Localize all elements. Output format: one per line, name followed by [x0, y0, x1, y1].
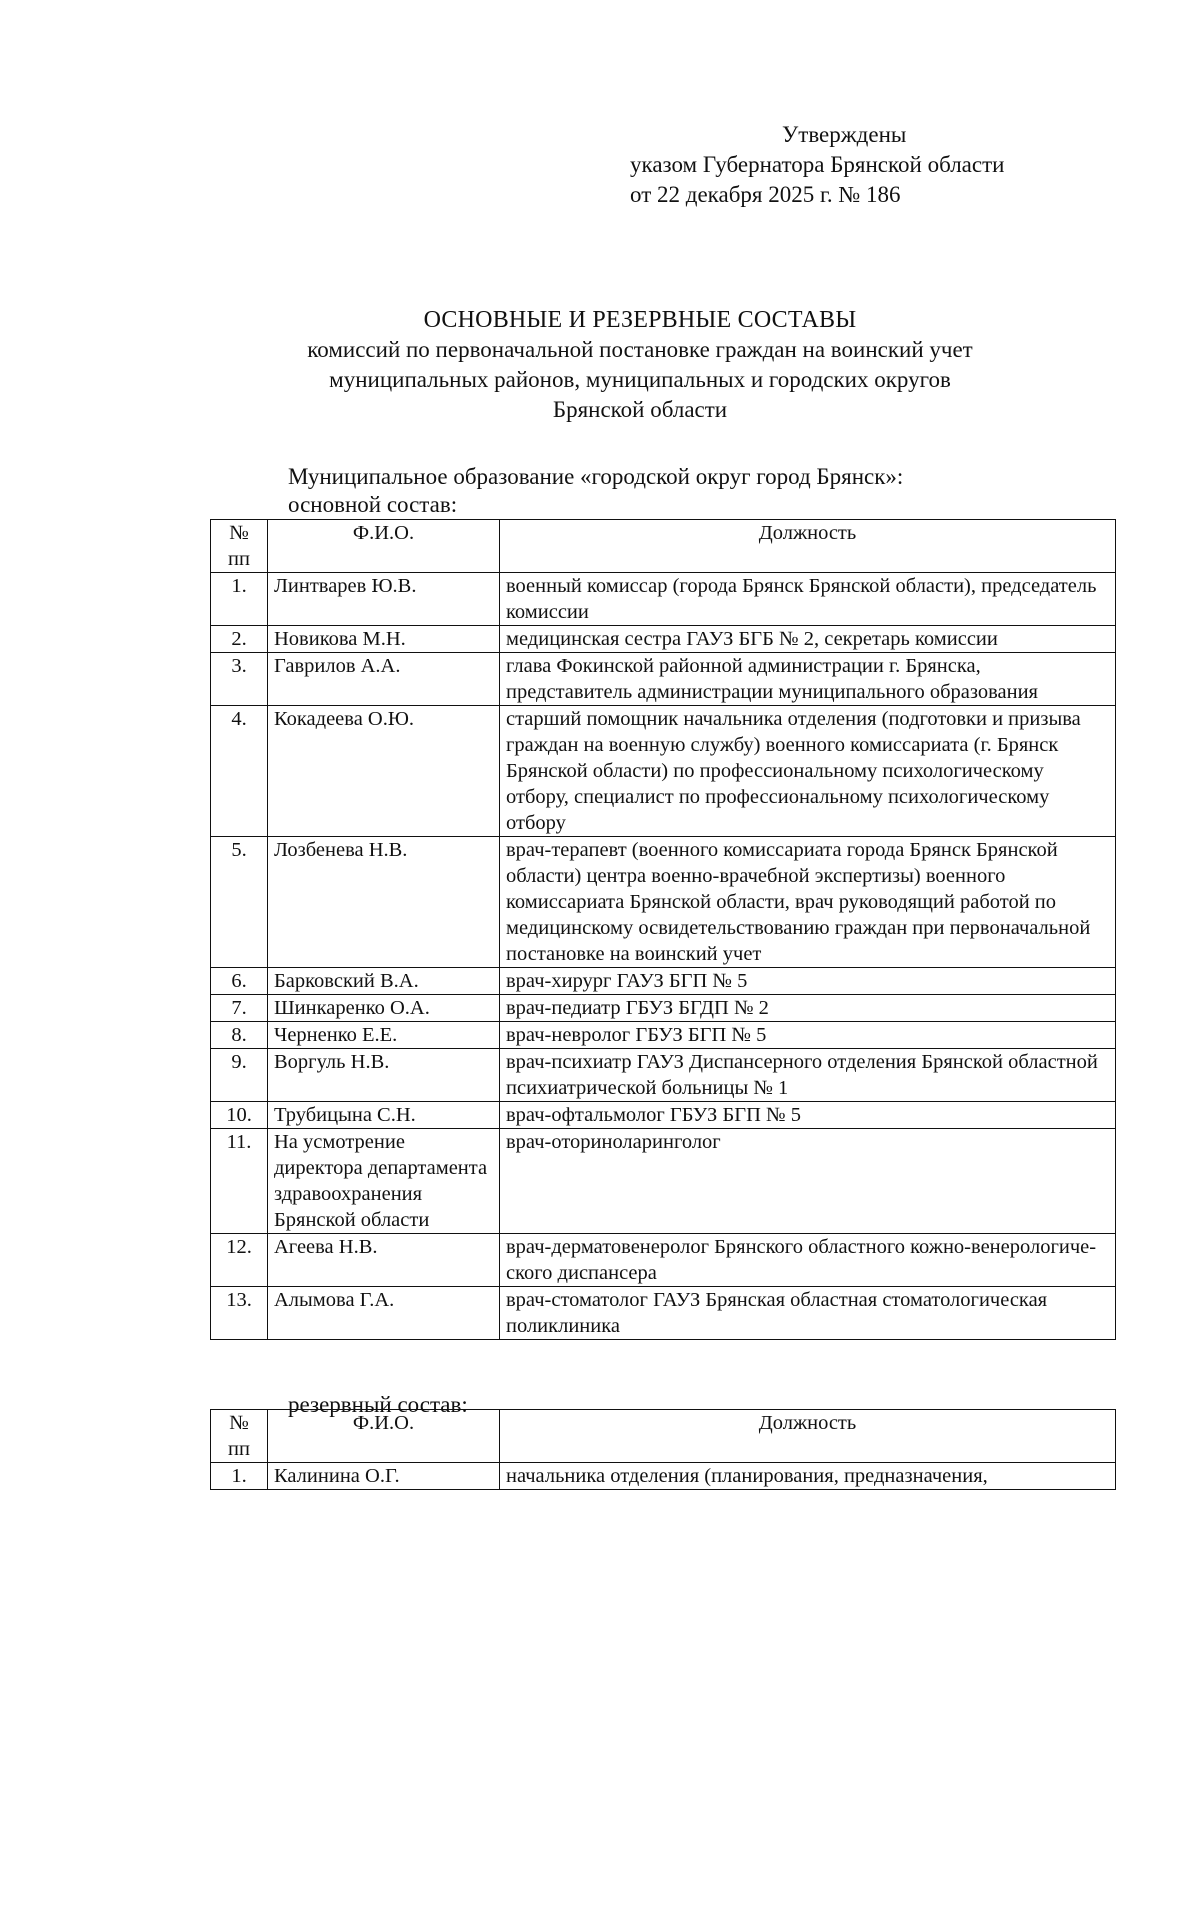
- row-num: 11.: [211, 1129, 268, 1234]
- table-row: [211, 1049, 1116, 1102]
- table-header-row: [211, 520, 1116, 573]
- table-row: [211, 1463, 1116, 1490]
- table-row: [211, 837, 1116, 968]
- row-num: 9.: [211, 1049, 268, 1102]
- table-header-row: [211, 1410, 1116, 1463]
- row-position: врач-стоматолог ГАУЗ Брянская областная стоматологическая поликлиника: [500, 1287, 1116, 1340]
- table-row: [211, 1102, 1116, 1129]
- main-composition-table: [210, 519, 1116, 1340]
- table-row: [211, 653, 1116, 706]
- header-name: Ф.И.О.: [268, 1410, 500, 1463]
- row-position: старший помощник начальника отделения (подготовки и призыва граждан на военную службу) военного комиссариата (г. Брянск Брянской области) по профессиональному психологическому отбору, специалист по профессиональному психологическому отбору: [500, 706, 1116, 837]
- row-name: Гаврилов А.А.: [268, 653, 500, 706]
- header-name: Ф.И.О.: [268, 520, 500, 573]
- row-num: 3.: [211, 653, 268, 706]
- table-row: [211, 1022, 1116, 1049]
- main-composition-label: основной состав:: [288, 492, 458, 517]
- row-name: Калинина О.Г.: [268, 1463, 500, 1490]
- table-row: [211, 1234, 1116, 1287]
- table-row: [211, 706, 1116, 837]
- row-name: Агеева Н.В.: [268, 1234, 500, 1287]
- row-name: На усмотрение директора департамента здравоохранения Брянской области: [268, 1129, 500, 1234]
- row-name: Лозбенева Н.В.: [268, 837, 500, 968]
- table-row: [211, 626, 1116, 653]
- title-line-2: комиссий по первоначальной постановке граждан на воинский учет: [307, 337, 973, 362]
- row-name: Черненко Е.Е.: [268, 1022, 500, 1049]
- row-position: медицинская сестра ГАУЗ БГБ № 2, секретарь комиссии: [500, 626, 1116, 653]
- row-num: 8.: [211, 1022, 268, 1049]
- row-position: врач-офтальмолог ГБУЗ БГП № 5: [500, 1102, 1116, 1129]
- reserve-composition-table: [210, 1409, 1116, 1490]
- approval-stamp: [630, 120, 1004, 210]
- document-title: [200, 305, 1080, 425]
- title-line-3: муниципальных районов, муниципальных и городских округов: [329, 367, 951, 392]
- row-name: Трубицына С.Н.: [268, 1102, 500, 1129]
- row-position: военный комиссар (города Брянск Брянской области), председатель комиссии: [500, 573, 1116, 626]
- row-num: 5.: [211, 837, 268, 968]
- row-name: Новикова М.Н.: [268, 626, 500, 653]
- row-num: 1.: [211, 573, 268, 626]
- row-name: Барковский В.А.: [268, 968, 500, 995]
- table-row: [211, 968, 1116, 995]
- row-position: глава Фокинской районной администрации г. Брянска, представитель администрации муниципального образования: [500, 653, 1116, 706]
- row-name: Воргуль Н.В.: [268, 1049, 500, 1102]
- row-num: 13.: [211, 1287, 268, 1340]
- row-num: 6.: [211, 968, 268, 995]
- row-position: врач-психиатр ГАУЗ Диспансерного отделения Брянской областной психиатрической больницы № 1: [500, 1049, 1116, 1102]
- row-num: 12.: [211, 1234, 268, 1287]
- row-position: врач-невролог ГБУЗ БГП № 5: [500, 1022, 1116, 1049]
- row-position: врач-педиатр ГБУЗ БГДП № 2: [500, 995, 1116, 1022]
- row-position: врач-оториноларинголог: [500, 1129, 1116, 1234]
- row-num: 10.: [211, 1102, 268, 1129]
- header-position: Должность: [500, 1410, 1116, 1463]
- table-row: [211, 1287, 1116, 1340]
- row-name: Кокадеева О.Ю.: [268, 706, 500, 837]
- row-name: Алымова Г.А.: [268, 1287, 500, 1340]
- row-num: 4.: [211, 706, 268, 837]
- row-num: 2.: [211, 626, 268, 653]
- row-name: Линтварев Ю.В.: [268, 573, 500, 626]
- row-name: Шинкаренко О.А.: [268, 995, 500, 1022]
- municipality-label: Муниципальное образование «городской округ город Брянск»:: [288, 464, 904, 489]
- approval-line-2: указом Губернатора Брянской области: [630, 152, 1005, 177]
- header-num: № пп: [211, 520, 268, 573]
- header-num: № пп: [211, 1410, 268, 1463]
- title-line-4: Брянской области: [552, 397, 728, 422]
- approval-line-1: Утверждены: [782, 122, 907, 147]
- row-position: врач-терапевт (военного комиссариата города Брянск Брянской области) центра военно-врачебной экспертизы) военного комиссариата Брянской области, врач руководящий работой по медицинскому освидетельствованию граждан при первоначальной постановке на воинский учет: [500, 837, 1116, 968]
- header-position: Должность: [500, 520, 1116, 573]
- approval-line-3: от 22 декабря 2025 г. № 186: [630, 182, 901, 207]
- row-position: начальника отделения (планирования, предназначения,: [500, 1463, 1116, 1490]
- table-row: [211, 995, 1116, 1022]
- row-position: врач-дерматовенеролог Брянского областного кожно-венерологиче-ского диспансера: [500, 1234, 1116, 1287]
- row-position: врач-хирург ГАУЗ БГП № 5: [500, 968, 1116, 995]
- row-num: 1.: [211, 1463, 268, 1490]
- title-line-1: ОСНОВНЫЕ И РЕЗЕРВНЫЕ СОСТАВЫ: [423, 307, 857, 333]
- row-num: 7.: [211, 995, 268, 1022]
- table-row: [211, 573, 1116, 626]
- table-row: [211, 1129, 1116, 1234]
- reserve-composition-label: резервный состав:: [288, 1392, 468, 1417]
